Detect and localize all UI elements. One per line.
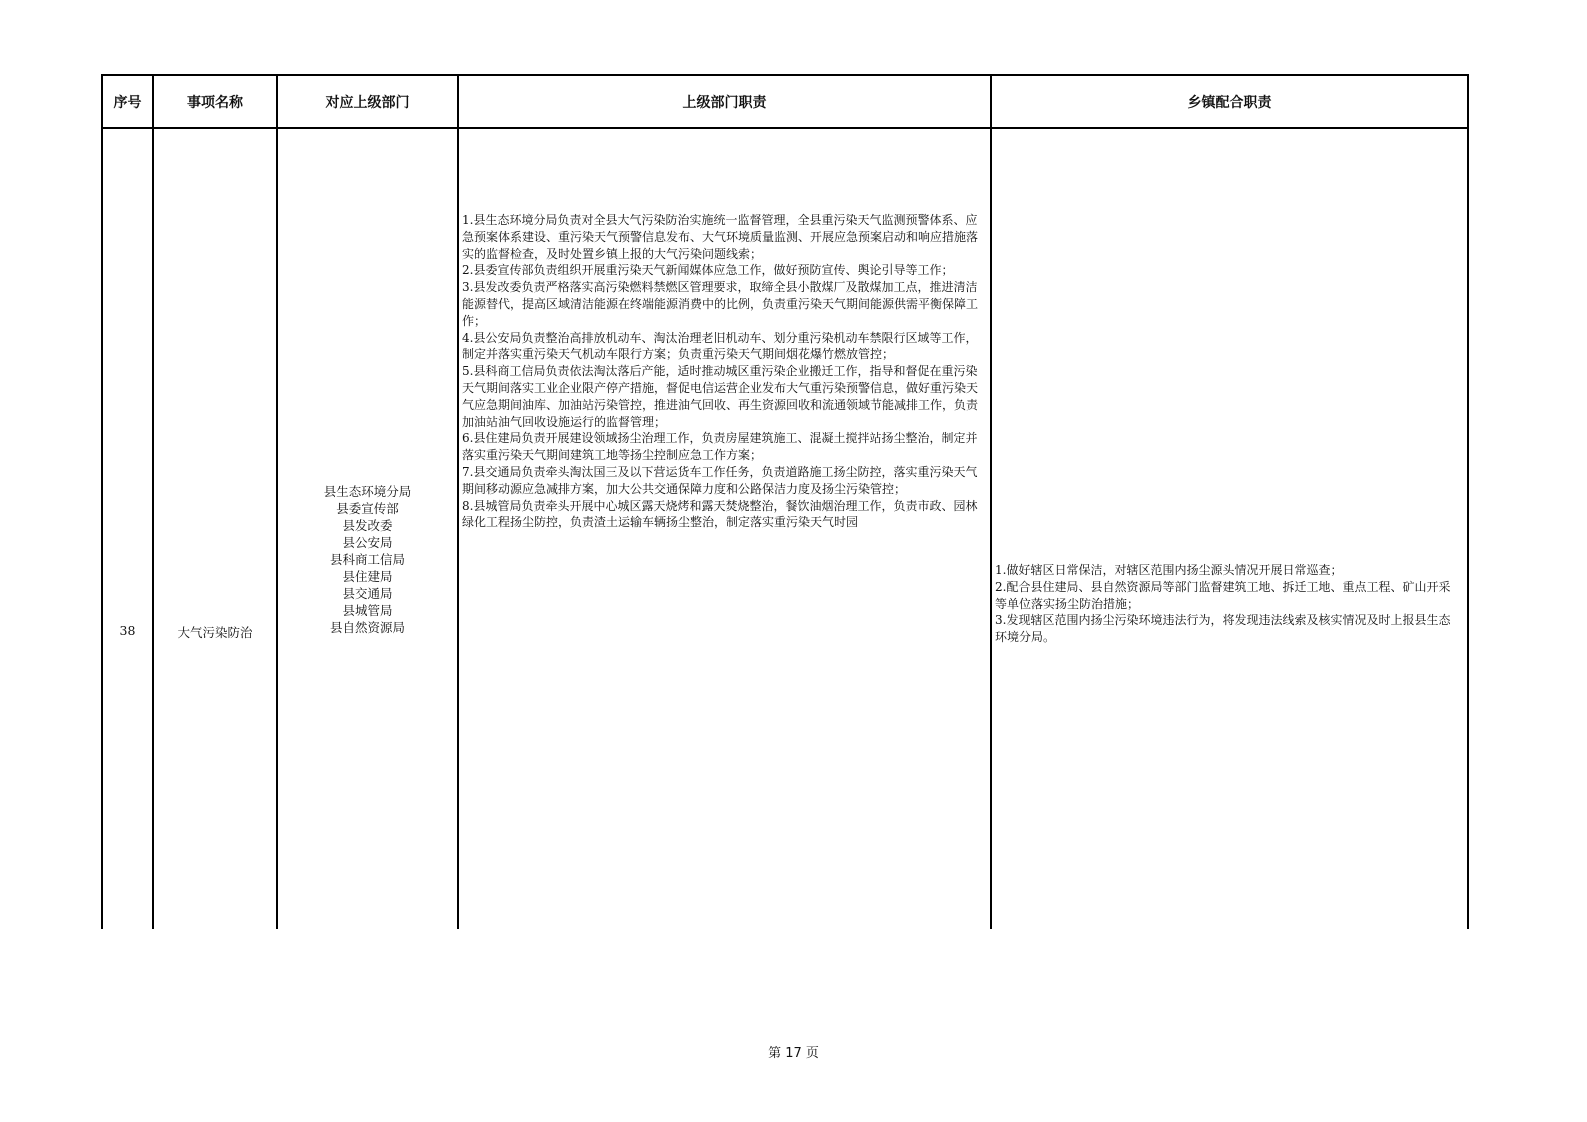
duty-paragraph: 8.县城管局负责牵头开展中心城区露天烧烤和露天焚烧整治，餐饮油烟治理工作，负责市政、园林绿化工程扬尘防控，负责渣土运输车辆扬尘整治，制定落实重污染天气时园 — [462, 498, 978, 530]
row-number: 38 — [119, 623, 136, 638]
duty-paragraph: 3.县发改委负责严格落实高污染燃料禁燃区管理要求，取缔全县小散煤厂及散煤加工点，推进清洁能源替代，提高区域清洁能源在终端能源消费中的比例，负责重污染天气期间能源供需平衡保障工作； — [462, 280, 979, 328]
department-item: 县交通局 — [342, 586, 393, 601]
town-duty-paragraph: 1.做好辖区日常保洁，对辖区范围内扬尘源头情况开展日常巡查； — [995, 563, 1343, 577]
duty-paragraph: 6.县住建局负责开展建设领域扬尘治理工作，负责房屋建筑施工、混凝土搅拌站扬尘整治，制定并落实重污染天气期间建筑工地等扬尘控制应急工作方案； — [462, 431, 978, 463]
duty-paragraph: 5.县科商工信局负责依法淘汰落后产能，适时推动城区重污染企业搬迁工作，指导和督促在重污染天气期间落实工业企业限产停产措施，督促电信运营企业发布大气重污染预警信息，做好重污染天气应急期间油库、加油站污染管控，推进油气回收、再生资源回收和流通领域节能减排工作，负责加油站油气回收设施运行的监督管理； — [462, 364, 979, 429]
department-list — [278, 483, 457, 636]
duty-paragraph: 4.县公安局负责整治高排放机动车、淘汰治理老旧机动车、划分重污染机动车禁限行区域等工作，制定并落实重污染天气机动车限行方案；负责重污染天气期间烟花爆竹燃放管控； — [462, 330, 978, 362]
department-item: 县自然资源局 — [329, 620, 405, 635]
department-item: 县生态环境分局 — [323, 484, 412, 499]
department-item: 县城管局 — [342, 603, 393, 618]
header-item-name: 事项名称 — [153, 75, 277, 128]
town-duties-text — [995, 562, 1461, 646]
responsibility-table — [101, 74, 1469, 929]
duty-paragraph: 2.县委宣传部负责组织开展重污染天气新闻媒体应急工作，做好预防宣传、舆论引导等工作； — [462, 263, 954, 278]
header-departments: 对应上级部门 — [277, 75, 458, 128]
department-item: 县住建局 — [342, 569, 393, 584]
department-item: 县发改委 — [342, 518, 393, 533]
duties-text — [462, 212, 986, 531]
item-name: 大气污染防治 — [177, 625, 253, 640]
cell-departments — [277, 128, 458, 929]
cell-town-duties — [991, 128, 1468, 929]
responsibility-table-viewport — [101, 74, 1467, 645]
table-header-row — [102, 75, 1468, 128]
table-row — [102, 128, 1468, 929]
header-number: 序号 — [102, 75, 153, 128]
header-town-duties: 乡镇配合职责 — [991, 75, 1468, 128]
duty-paragraph: 7.县交通局负责牵头淘汰国三及以下营运货车工作任务，负责道路施工扬尘防控，落实重污染天气期间移动源应急减排方案，加大公共交通保障力度和公路保洁力度及扬尘污染管控； — [462, 464, 978, 496]
department-item: 县科商工信局 — [329, 552, 405, 567]
town-duty-paragraph: 3.发现辖区范围内扬尘污染环境违法行为，将发现违法线索及核实情况及时上报县生态环境分局。 — [995, 613, 1451, 645]
page-number: 第 17 页 — [768, 1046, 819, 1061]
town-duty-paragraph: 2.配合县住建局、县自然资源局等部门监督建筑工地、拆迁工地、重点工程、矿山开采等单位落实扬尘防治措施； — [995, 579, 1451, 611]
duty-paragraph: 1.县生态环境分局负责对全县大气污染防治实施统一监督管理，全县重污染天气监测预警体系、应急预案体系建设、重污染天气预警信息发布、大气环境质量监测、开展应急预案启动和响应措施落实的监督检查，及时处置乡镇上报的大气污染问题线索； — [462, 213, 979, 261]
header-duties: 上级部门职责 — [458, 75, 991, 128]
department-item: 县委宣传部 — [336, 501, 399, 516]
cell-item-name — [153, 128, 277, 929]
department-item: 县公安局 — [342, 535, 393, 550]
cell-duties — [458, 128, 991, 929]
cell-number — [102, 128, 153, 929]
